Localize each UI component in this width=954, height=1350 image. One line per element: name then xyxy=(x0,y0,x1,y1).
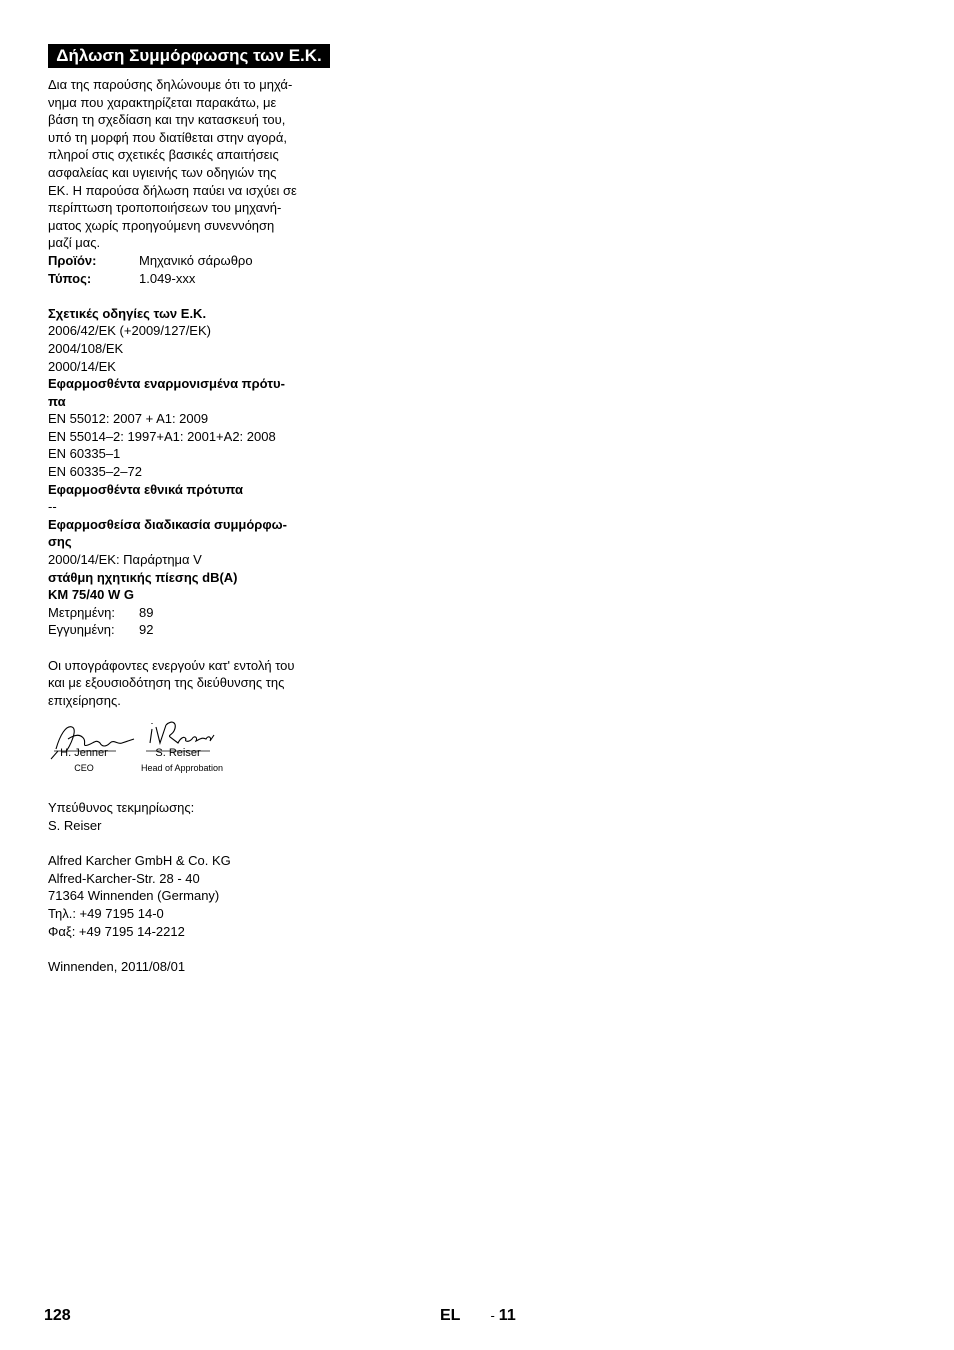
standard-item: EN 55014–2: 1997+A1: 2001+A2: 2008 xyxy=(48,428,276,444)
documentation-label: Υπεύθυνος τεκμηρίωσης: xyxy=(48,800,195,816)
directive-item: 2000/14/ΕΚ xyxy=(48,358,116,374)
intro-line: ματος χωρίς προηγούμενη συνεννόηση xyxy=(48,217,275,233)
national-value: -- xyxy=(48,499,57,515)
intro-line: Δια της παρούσης δηλώνουμε ότι το μηχά- xyxy=(48,77,293,92)
guaranteed-row xyxy=(48,621,330,639)
guaranteed-label: Εγγυημένη: xyxy=(48,622,115,638)
harmonised-title: Εφαρμοσθέντα εναρμονισμένα πρότυ- xyxy=(48,376,285,392)
intro-line: νημα που χαρακτηρίζεται παρακάτω, με xyxy=(48,94,277,110)
documentation-name: S. Reiser xyxy=(48,817,102,833)
footer-section xyxy=(440,1307,516,1325)
intro-line: πληροί στις σχετικές βασικές απαιτήσεις xyxy=(48,147,279,163)
address-line: Alfred Karcher GmbH & Co. KG xyxy=(48,853,231,869)
footer-dash: - xyxy=(490,1308,495,1323)
directive-item: 2004/108/ΕΚ xyxy=(48,340,124,356)
signature-block xyxy=(48,717,330,785)
signatory-line: επιχείρησης. xyxy=(48,692,121,708)
address-line: 71364 Winnenden (Germany) xyxy=(48,888,220,904)
intro-paragraph xyxy=(48,76,330,252)
directive-item: 2006/42/ΕΚ (+2009/127/ΕΚ) xyxy=(48,323,211,339)
type-row xyxy=(48,270,330,288)
sound-model: KM 75/40 W G xyxy=(48,587,134,603)
intro-line: υπό τη μορφή που διατίθεται στην αγορά, xyxy=(48,129,287,145)
product-value: Μηχανικό σάρωθρο xyxy=(139,252,253,268)
measured-label: Μετρημένη: xyxy=(48,604,116,620)
page-title: Δήλωση Συμμόρφωσης των Ε.Κ. xyxy=(48,44,330,68)
standard-item: EN 60335–2–72 xyxy=(48,464,142,480)
sound-title: στάθμη ηχητικής πίεσης dB(A) xyxy=(48,569,238,585)
intro-line: βάση τη σχεδίαση και την κατασκευή του, xyxy=(48,112,286,128)
signature-name-reiser: S. Reiser xyxy=(155,747,201,760)
directives-title: Σχετικές οδηγίες των Ε.Κ. xyxy=(48,305,207,321)
signature-name-jenner: H. Jenner xyxy=(60,747,108,760)
standard-item: EN 55012: 2007 + A1: 2009 xyxy=(48,411,209,427)
footer-section-page: 11 xyxy=(498,1307,516,1324)
declaration-column xyxy=(48,44,330,975)
page-number: 128 xyxy=(44,1307,71,1324)
national-title: Εφαρμοσθέντα εθνικά πρότυπα xyxy=(48,481,243,497)
signatory-paragraph xyxy=(48,657,330,710)
guaranteed-value: 92 xyxy=(139,622,154,638)
conformity-value: 2000/14/ΕΚ: Παράρτημα V xyxy=(48,552,202,568)
footer-language: EL xyxy=(440,1307,461,1324)
conformity-title-cont: σης xyxy=(48,534,72,550)
signatory-line: και με εξουσιοδότηση της διεύθυνσης της xyxy=(48,675,285,691)
product-row xyxy=(48,252,330,270)
type-label: Τύπος: xyxy=(48,270,92,286)
intro-line: ΕΚ. Η παρούσα δήλωση παύει να ισχύει σε xyxy=(48,182,297,198)
address-line: Φαξ: +49 7195 14-2212 xyxy=(48,923,185,939)
address-line: Alfred-Karcher-Str. 28 - 40 xyxy=(48,870,200,886)
conformity-title: Εφαρμοσθείσα διαδικασία συμμόρφω- xyxy=(48,516,287,532)
measured-row xyxy=(48,604,330,622)
type-value: 1.049-xxx xyxy=(139,270,196,286)
company-address xyxy=(48,852,330,940)
standard-item: EN 60335–1 xyxy=(48,446,121,462)
measured-value: 89 xyxy=(139,604,154,620)
product-label: Προϊόν: xyxy=(48,252,97,268)
address-line: Τηλ.: +49 7195 14-0 xyxy=(48,905,164,921)
harmonised-title-cont: πα xyxy=(48,393,66,409)
signature-role-jenner: CEO xyxy=(74,763,94,774)
place-date: Winnenden, 2011/08/01 xyxy=(48,958,186,974)
signature-role-reiser: Head of Approbation xyxy=(140,763,224,774)
intro-line: περίπτωση τροποποιήσεων του μηχανή- xyxy=(48,200,282,216)
intro-line: ασφαλείας και υγιεινής των οδηγιών της xyxy=(48,164,277,180)
intro-line: μαζί μας. xyxy=(48,235,101,251)
signatory-line: Οι υπογράφοντες ενεργούν κατ' εντολή του xyxy=(48,657,295,673)
